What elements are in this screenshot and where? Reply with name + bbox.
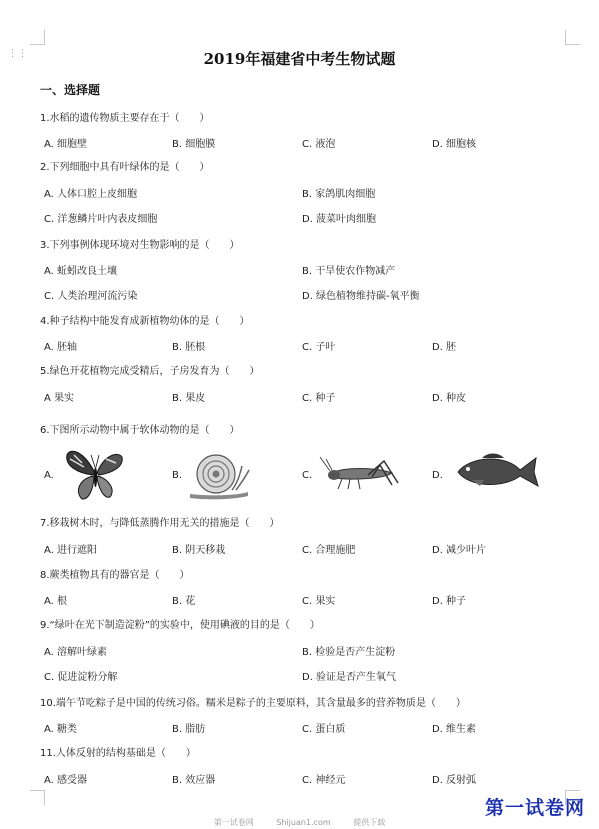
q6-option-b: B.: [172, 470, 183, 481]
question-10: 10.端午节吃粽子是中国的传统习俗。糯米是粽子的主要原料，其含量最多的营养物质是（ ）: [40, 698, 466, 709]
q5-option-b: B. 果皮: [172, 393, 206, 404]
question-1: 1.水稻的遗传物质主要存在于（ ）: [40, 113, 210, 124]
question-4: 4.种子结构中能发育成新植物幼体的是（ ）: [40, 316, 250, 327]
q9-option-c: C. 促进淀粉分解: [44, 672, 118, 683]
q10-option-a: A. 糖类: [44, 724, 78, 735]
q1-option-d: D. 细胞核: [432, 139, 477, 150]
q5-option-c: C. 种子: [302, 393, 336, 404]
q11-option-a: A. 感受器: [44, 775, 88, 786]
q8-option-a: A. 根: [44, 596, 68, 607]
snail-icon: [186, 452, 252, 500]
question-8: 8.蕨类植物具有的器官是（ ）: [40, 570, 190, 581]
footer-site-url[interactable]: Shijuan1.com: [276, 818, 331, 827]
q1-option-a: A. 细胞壁: [44, 139, 88, 150]
q7-option-c: C. 合理施肥: [302, 545, 356, 556]
q10-option-b: B. 脂肪: [172, 724, 206, 735]
q7-option-b: B. 阴天移栽: [172, 545, 226, 556]
footer-download-note: 提供下载: [353, 818, 386, 827]
grasshopper-icon: [318, 455, 406, 495]
q9-option-b: B. 检验是否产生淀粉: [302, 647, 396, 658]
q1-option-c: C. 液泡: [302, 139, 336, 150]
q4-option-d: D. 胚: [432, 342, 457, 353]
q9-option-a: A. 溶解叶绿素: [44, 647, 108, 658]
page-corner-top-left: [30, 30, 45, 45]
q3-option-a: A. 蚯蚓改良土壤: [44, 266, 118, 277]
question-11: 11.人体反射的结构基础是（ ）: [40, 748, 196, 759]
question-3: 3.下列事例体现环境对生物影响的是（ ）: [40, 240, 240, 251]
section-heading: 一、选择题: [40, 83, 101, 97]
q6-option-c: C.: [302, 470, 313, 481]
butterfly-icon: [62, 445, 128, 503]
q7-option-a: A. 进行遮阳: [44, 545, 98, 556]
q11-option-b: B. 效应器: [172, 775, 216, 786]
footer-site-name: 第一试卷网: [213, 818, 254, 827]
q10-option-d: D. 维生素: [432, 724, 477, 735]
q5-option-d: D. 种皮: [432, 393, 467, 404]
q4-option-c: C. 子叶: [302, 342, 336, 353]
q7-option-d: D. 减少叶片: [432, 545, 487, 556]
q2-option-a: A. 人体口腔上皮细胞: [44, 189, 138, 200]
q3-option-c: C. 人类治理河流污染: [44, 291, 138, 302]
q9-option-d: D. 验证是否产生氧气: [302, 672, 397, 683]
q10-option-c: C. 蛋白质: [302, 724, 346, 735]
q8-option-b: B. 花: [172, 596, 196, 607]
q6-option-d: D.: [432, 470, 443, 481]
q4-option-a: A. 胚轴: [44, 342, 78, 353]
brand-watermark: 第一试卷网: [485, 797, 586, 819]
q6-option-a: A.: [44, 470, 54, 481]
q1-option-b: B. 细胞膜: [172, 139, 216, 150]
page-corner-bottom-left: [30, 790, 45, 805]
q2-option-c: C. 洋葱鳞片叶内表皮细胞: [44, 214, 158, 225]
question-6: 6.下图所示动物中属于软体动物的是（ ）: [40, 425, 240, 436]
question-9: 9.“绿叶在光下制造淀粉”的实验中，使用碘液的目的是（ ）: [40, 620, 320, 631]
q2-option-d: D. 菠菜叶肉细胞: [302, 214, 377, 225]
q8-option-c: C. 果实: [302, 596, 336, 607]
q5-option-a: A 果实: [44, 393, 75, 404]
q8-option-d: D. 种子: [432, 596, 467, 607]
fish-icon: [452, 450, 540, 494]
question-5: 5.绿色开花植物完成受精后，子房发育为（ ）: [40, 366, 260, 377]
page-corner-top-right: [565, 30, 580, 45]
q3-option-d: D. 绿色植物维持碳-氧平衡: [302, 291, 420, 302]
drag-handle-icon[interactable]: ⋮⋮: [8, 49, 28, 59]
q11-option-c: C. 神经元: [302, 775, 346, 786]
q11-option-d: D. 反射弧: [432, 775, 477, 786]
q4-option-b: B. 胚根: [172, 342, 206, 353]
page-title: 2019年福建省中考生物试题: [203, 50, 396, 68]
q3-option-b: B. 干旱使农作物减产: [302, 266, 396, 277]
q2-option-b: B. 家鸽肌肉细胞: [302, 189, 376, 200]
question-7: 7.移栽树木时，与降低蒸腾作用无关的措施是（ ）: [40, 518, 280, 529]
question-2: 2.下列细胞中具有叶绿体的是（ ）: [40, 162, 210, 173]
